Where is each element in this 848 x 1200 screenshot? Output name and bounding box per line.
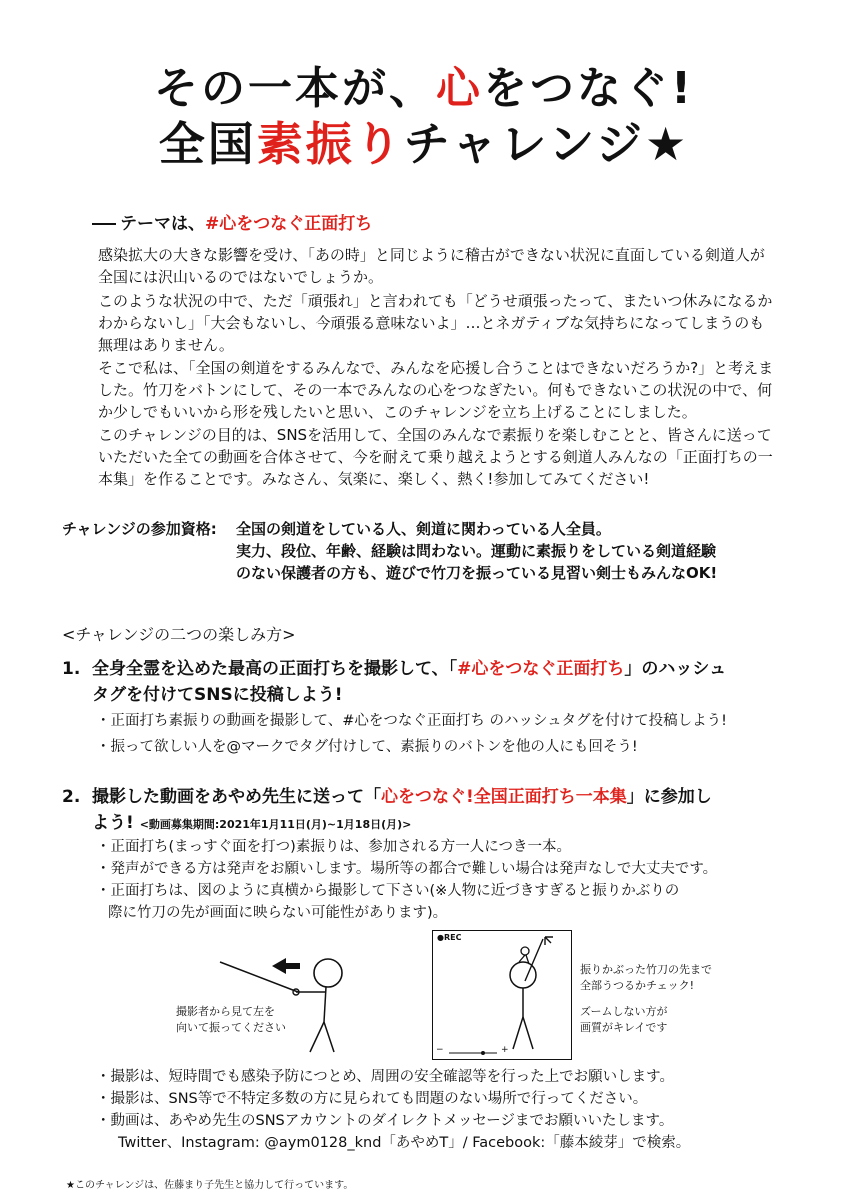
list-item: ・撮影は、SNS等で不特定多数の方に見られても問題のない場所で行ってください。 bbox=[96, 1091, 648, 1107]
list-item: Twitter、Instagram: @aym0128_knd「あやめT」/ Facebook:「藤本綾芽」で検索。 bbox=[118, 1135, 691, 1151]
intro-paragraph-3: そこで私は、「全国の剣道をするみんなで、みんなを応援し合うことはできないだろうか?」と考えました。竹刀をバトンにして、その一本でみんなの心をつなぎたい。何もできないこの状況の中で、何か少しでもいいから形を残したいと思い、このチャレンジを立ち上げることにしました。 bbox=[98, 359, 774, 421]
recruitment-period: <動画募集期間:2021年1月11日(月)~1月18日(月)> bbox=[139, 818, 412, 831]
list-item: ・動画は、あやめ先生のSNSアカウントのダイレクトメッセージまでお願いいたします。 bbox=[96, 1113, 674, 1129]
step-1-number: 1. bbox=[62, 659, 81, 679]
list-item: 際に竹刀の先が画面に映らない可能性があります)。 bbox=[108, 905, 448, 921]
list-item: ・正面打ちは、図のように真横から撮影して下さい(※人物に近づきすぎると振りかぶりの bbox=[96, 883, 680, 899]
list-item: ・発声ができる方は発声をお願いします。場所等の都合で難しい場合は発声なしで大丈夫です。 bbox=[96, 861, 718, 877]
title-highlight-heart: 心 bbox=[435, 63, 483, 114]
right-figure-caption-2: ズームしない方が 画質がキレイです bbox=[580, 1005, 668, 1034]
front-stick-figure bbox=[433, 931, 571, 1059]
step-2: 2. 撮影した動画をあやめ先生に送って「心をつなぐ!全国正面打ち一本集」に参加し よう! <動画募集期間:2021年1月11日(月)~1月18日(月)> bbox=[62, 784, 782, 838]
list-item: ・振って欲しい人を@マークでタグ付けして、素振りのバトンを他の人にも回そう! bbox=[96, 739, 638, 755]
zoom-plus: + bbox=[501, 1045, 509, 1055]
stick-figure-side-view bbox=[200, 940, 380, 1060]
list-item: ・正面打ち(まっすぐ面を打つ)素振りは、参加される方一人につき一本。 bbox=[96, 839, 572, 855]
intro-paragraph-2: このような状況の中で、ただ「頑張れ」と言われても「どうせ頑張ったって、またいつ休みになるかわからないし」「大会もないし、今頑張る意味ないよ」…とネガティブな気持ちになってしまうのも無理はありません。 bbox=[98, 292, 773, 354]
list-item: ・撮影は、短時間でも感染予防につとめ、周囲の安全確認等を行った上でお願いします。 bbox=[96, 1069, 674, 1085]
notes-list bbox=[96, 1066, 816, 1154]
title-highlight-suburi: 素振り bbox=[256, 117, 404, 171]
step-2-highlight: 心をつなぐ!全国正面打ち一本集 bbox=[381, 787, 627, 807]
qualification-text: 全国の剣道をしている人、剣道に関わっている人全員。 実力、段位、年齢、経験は問わない。運動に素振りをしている剣道経験 のない保護者の方も、遊びで竹刀を振っている見習い剣士もみんなOK! bbox=[236, 520, 718, 582]
qualification-label: チャレンジの参加資格: bbox=[62, 520, 217, 538]
section-heading: <チャレンジの二つの楽しみ方> bbox=[62, 625, 296, 644]
step-2-bullets bbox=[96, 836, 796, 924]
zoom-minus: − bbox=[436, 1045, 444, 1055]
step-1-bullets bbox=[96, 710, 796, 758]
title-line-1: その一本が、心をつなぐ! bbox=[153, 63, 695, 114]
footer-note: ★このチャレンジは、佐藤まり子先生と協力して行っています。 bbox=[66, 1180, 354, 1191]
step-1: 1. 全身全霊を込めた最高の正面打ちを撮影して、「#心をつなぐ正面打ち」のハッシュ タグを付けてSNSに投稿しよう! bbox=[62, 656, 782, 708]
title-line-2: 全国素振りチャレンジ★ bbox=[158, 117, 690, 171]
camera-frame bbox=[432, 930, 572, 1060]
list-item: ・正面打ち素振りの動画を撮影して、#心をつなぐ正面打ち のハッシュタグを付けて投稿しよう! bbox=[96, 713, 727, 729]
left-figure-caption: 撮影者から見て左を 向いて振ってください bbox=[176, 1005, 286, 1034]
theme-dash bbox=[92, 223, 116, 225]
rec-label: ●REC bbox=[437, 933, 462, 942]
arrow-left-icon bbox=[272, 958, 300, 974]
step-1-hashtag: #心をつなぐ正面打ち bbox=[457, 659, 625, 679]
theme-heading: テーマは、#心をつなぐ正面打ち bbox=[92, 209, 372, 234]
step-2-number: 2. bbox=[62, 787, 81, 807]
theme-hashtag: #心をつなぐ正面打ち bbox=[205, 214, 373, 234]
intro-paragraph-1: 感染拡大の大きな影響を受け、「あの時」と同じように稽古ができない状況に直面している剣道人が全国には沢山いるのではないでしょうか。 bbox=[98, 246, 765, 286]
intro-paragraph-4: このチャレンジの目的は、SNSを活用して、全国のみんなで素振りを楽しむことと、皆さんに送っていただいた全ての動画を合体させて、今を耐えて乗り越えようとする剣道人みんなの「正面打ちの一本集」を作ることです。みなさん、気楽に、楽しく、熱く!参加してみてください! bbox=[98, 426, 773, 488]
right-figure-caption-1: 振りかぶった竹刀の先まで 全部うつるかチェック! bbox=[580, 963, 712, 992]
arrow-up-right-icon bbox=[545, 937, 553, 945]
